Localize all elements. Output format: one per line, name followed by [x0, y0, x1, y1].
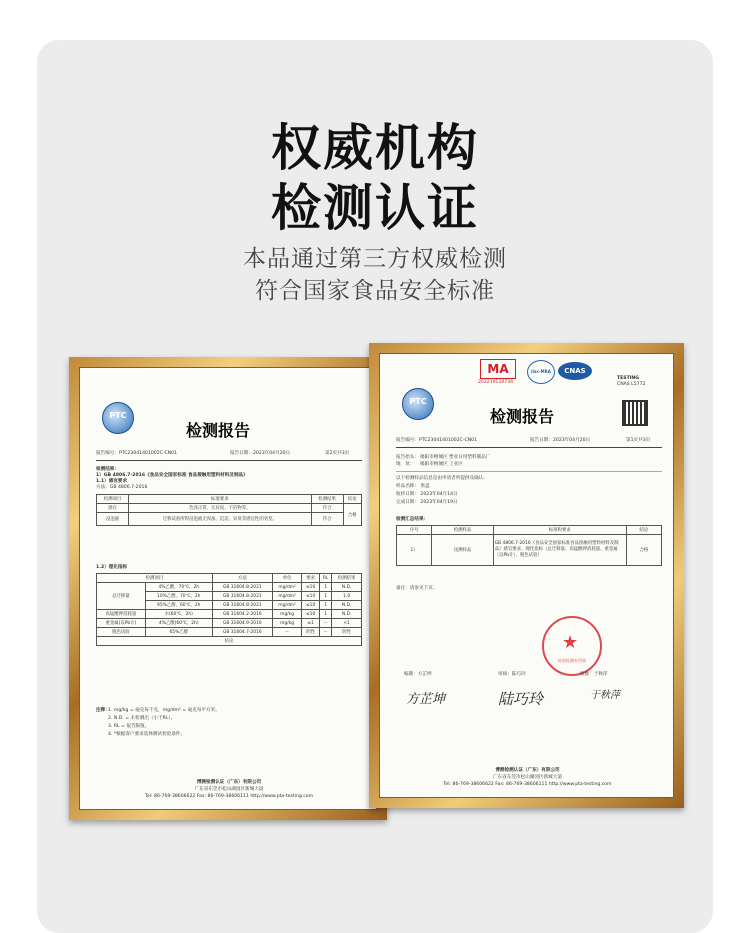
left-note-4: 4. *根据客户要求选择测试检验条件。 [108, 732, 186, 737]
info-note: 以下检测样品信息是由申请者所提供及确认： [396, 476, 488, 481]
table-cell: N.D. [332, 601, 362, 610]
right-footer-tel: Tel: 86-769-38606622 Fax: 86-769-38606111 http://www.pta-testing.com [443, 782, 612, 787]
table-cell: 95%乙醇，60℃，2h [145, 601, 212, 610]
page-title-line1: 权威机构 [271, 119, 479, 177]
table-header: 单位 [272, 574, 301, 583]
left-note-1: 1. mg/kg = 毫克每千克，mg/dm² = 毫克每平方米。 [108, 708, 220, 713]
table-cell: 脱色试验 [97, 628, 146, 637]
left-note-3: 3. RL = 报告限值。 [108, 724, 150, 729]
approved-by: 批准：于秋萍 [580, 672, 608, 677]
table-header: 结论 [343, 495, 361, 504]
table-row [97, 628, 362, 637]
table-cell: 1 [320, 592, 332, 601]
ilac-mra-badge: ilac-MRA [527, 360, 555, 384]
signature-2: 陆巧玲 [498, 690, 544, 708]
table-row [97, 583, 362, 592]
table-header: 方法 [212, 574, 272, 583]
right-report-no: 报告编号：PTC23041401002C-CN01 [396, 438, 477, 443]
table-cell: 4%乙酸(60℃，2h) [145, 619, 212, 628]
sensory-table [96, 494, 362, 526]
stamp-text: 检验检测专用章 [558, 658, 586, 663]
table-cell: GB 31604.2-2016 [212, 610, 272, 619]
cnas-badge: CNAS [558, 362, 592, 380]
sample-name: 样品名称： 果盘 [396, 484, 430, 489]
table-header: 检测结果 [332, 574, 362, 583]
table-header: 检测结果 [311, 495, 343, 504]
left-sub-sensory: 1.1）感官要求 [96, 479, 128, 484]
table-header: 要求 [302, 574, 320, 583]
table-cell: ≤1 [302, 619, 320, 628]
left-certificate-frame [69, 357, 387, 820]
table-cell: 阴性 [302, 628, 320, 637]
table-row [97, 619, 362, 628]
left-footer-company: 博测检测认证（广东）有限公司 [196, 780, 262, 785]
right-footer-address: 广东省东莞市松山湖园区新城大道 [493, 775, 562, 780]
table-cell: 重金属(以Pb计) [97, 619, 146, 628]
table-cell: 水(60℃，2h) [145, 610, 212, 619]
table-header: 标准和要求 [493, 526, 626, 535]
physchem-table [96, 573, 362, 646]
table-header: RL [320, 574, 332, 583]
table-cell: -- [272, 628, 301, 637]
left-report-page: 第2页共3页 [325, 451, 350, 456]
left-section-title: 检测结果： [96, 467, 119, 472]
ptc-logo-icon: PTC [402, 388, 434, 420]
left-notes-title: 注释： [96, 708, 110, 713]
divider [396, 447, 662, 448]
table-cell: -- [320, 619, 332, 628]
table-cell: 阴性 [332, 628, 362, 637]
testing-label: TESTING [617, 376, 640, 381]
table-cell: 色泽正常，无异臭、不洁物等。 [129, 504, 312, 513]
table-cell: N.D. [332, 583, 362, 592]
table-cell: 迁移试验所得浸泡液无浑浊、沉淀、异臭等感官性的劣变。 [129, 513, 312, 526]
left-standard: 1）GB 4806.7-2016《食品安全国家标准 食品接触用塑料材料及制品》 [96, 473, 248, 478]
table-cell: 1.0 [332, 592, 362, 601]
left-report-date: 报告日期：2023年04月20日 [230, 451, 291, 456]
remark: 备注：请参见下页。 [396, 586, 438, 591]
divider [396, 471, 662, 472]
table-cell: 总迁移量 [97, 583, 146, 610]
table-cell: 1） [397, 535, 432, 566]
cma-badge: MA [480, 359, 516, 379]
right-certificate-frame [369, 343, 684, 808]
right-report-page: 第1页共3页 [626, 438, 651, 443]
table-header: 标准要求 [129, 495, 312, 504]
table-row [397, 535, 662, 566]
table-cell: mg/kg [272, 610, 301, 619]
table-header: 序号 [397, 526, 432, 535]
table-cell: N.D. [332, 610, 362, 619]
table-cell: ≤10 [302, 610, 320, 619]
table-cell: 感官 [97, 504, 129, 513]
left-certificate-paper [79, 367, 377, 810]
address-label: 地 址： [396, 462, 415, 467]
page-subtitle-line1: 本品通过第三方权威检测 [243, 246, 507, 272]
left-sub-physchem: 1.2）理化指标 [96, 565, 128, 570]
left-note-2: 2. N.D. = 未检测出（小于RL）。 [108, 716, 176, 721]
signature-3: 于秋萍 [590, 690, 620, 701]
right-footer-company: 博测检测认证（广东）有限公司 [495, 768, 560, 773]
table-end-mark: 结论 [97, 637, 362, 646]
page-subtitle-line2: 符合国家食品安全标准 [255, 278, 495, 304]
table-cell: <1 [332, 619, 362, 628]
table-cell: 1 [320, 583, 332, 592]
table-cell: GB 31604.7-2016 [212, 628, 272, 637]
divider [96, 460, 362, 461]
table-cell: 高锰酸钾消耗量 [97, 610, 146, 619]
table-cell: mg/dm² [272, 601, 301, 610]
table-cell: ≤10 [302, 583, 320, 592]
table-cell: GB 31604.8-2021 [212, 601, 272, 610]
table-cell: mg/kg [272, 619, 301, 628]
ptc-logo-icon: PTC [102, 402, 134, 434]
left-footer-address: 广东省东莞市松山湖园区新城大道 [194, 787, 264, 792]
applicant-label: 报告抬头： [396, 455, 419, 460]
received-date: 收样日期： 2023年04月14日 [396, 492, 458, 497]
table-cell: 符合 [311, 504, 343, 513]
table-cell: 送测样品 [432, 535, 493, 566]
table-header: 检测项目 [97, 574, 213, 583]
table-cell: 合格 [626, 535, 661, 566]
table-cell: GB 31604.8-2021 [212, 583, 272, 592]
compiled-by: 编制：方芷坤 [404, 672, 432, 677]
table-header: 结论 [626, 526, 661, 535]
table-cell: ≤10 [302, 592, 320, 601]
qr-code-icon [622, 400, 648, 426]
table-cell: GB 4806.7-2016《食品安全国家标准食品接触用塑料材料及制品》感官要求、理化指标（总迁移量、高锰酸钾消耗量、重金属（以Pb计）、脱色试验） [493, 535, 626, 566]
completed-date: 完成日期： 2023年04月19日 [396, 500, 458, 505]
signature-1: 方芷坤 [406, 692, 446, 707]
table-row [97, 610, 362, 619]
table-cell: 符合 [311, 513, 343, 526]
table-cell: mg/dm² [272, 583, 301, 592]
summary-title: 检测汇总结果： [396, 517, 429, 522]
address-value: 揭阳市榕城区 工业区 [420, 462, 463, 467]
table-cell: 浸泡液 [97, 513, 129, 526]
left-footer-tel: Tel: 86-769-38606622 Fax: 86-769-38606111 http://www.pta-testing.com [144, 794, 314, 799]
stamp-star-icon: ★ [562, 632, 579, 653]
table-cell: -- [320, 628, 332, 637]
table-header: 检测项目 [97, 495, 129, 504]
table-cell: 1 [320, 601, 332, 610]
left-report-title: 检测报告 [186, 421, 251, 440]
official-stamp-icon [542, 616, 602, 676]
table-cell: 合格 [343, 504, 361, 526]
left-report-no: 报告编号：PTC23041401002C-CN01 [96, 451, 177, 456]
right-certificate-paper [379, 353, 674, 798]
table-header: 检测样品 [432, 526, 493, 535]
cma-number: 202219110734 [478, 380, 514, 385]
table-cell: 1 [320, 610, 332, 619]
table-cell: 4%乙酸，70℃，2h [145, 583, 212, 592]
summary-table [396, 525, 662, 566]
cnas-number: CNAS L5772 [617, 382, 646, 387]
table-cell: mg/dm² [272, 592, 301, 601]
page-title-line2: 检测认证 [271, 179, 479, 237]
table-cell: GB 31604.9-2016 [212, 619, 272, 628]
table-cell: ≤10 [302, 601, 320, 610]
reviewed-by: 审核：陆巧玲 [498, 672, 526, 677]
table-cell: GB 31604.8-2021 [212, 592, 272, 601]
table-cell: 10%乙醇，70℃，2h [145, 592, 212, 601]
right-report-date: 报告日期：2023年04月20日 [530, 438, 591, 443]
left-method: 方法：GB 4806.7-2016 [96, 485, 148, 490]
table-cell: 65%乙醇 [145, 628, 212, 637]
right-report-title: 检测报告 [490, 407, 555, 426]
applicant-value: 揭阳市榕城区 塑业日用塑料制品厂 [420, 455, 491, 460]
